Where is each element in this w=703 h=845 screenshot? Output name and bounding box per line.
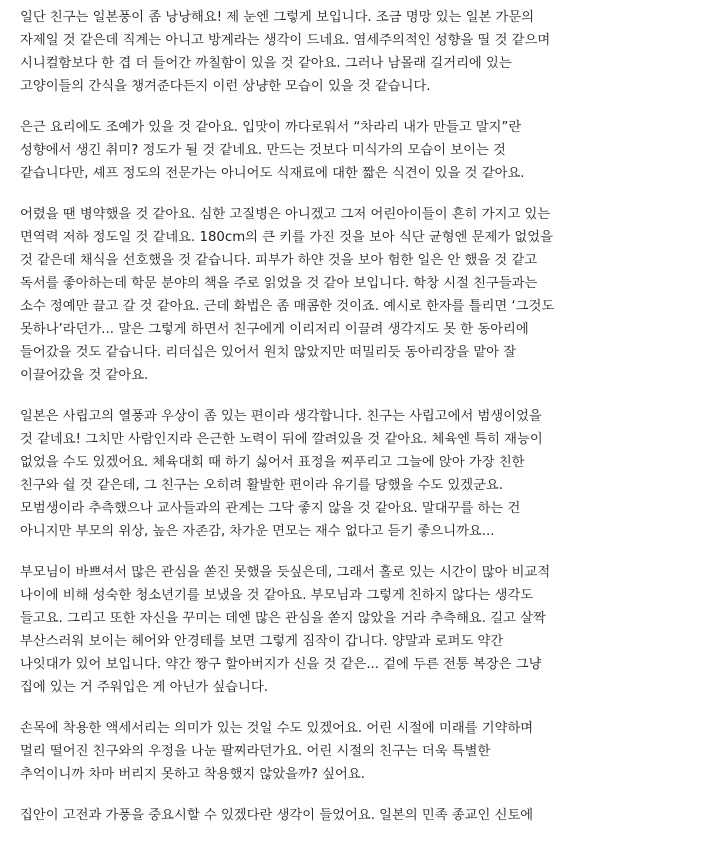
text-line: 없었을 수도 있겠어요. 체육대회 때 하기 싫어서 표정을 찌푸리고 그늘에 앉아 가장 친한 bbox=[20, 455, 525, 470]
document-body bbox=[20, 6, 695, 845]
text-line: 손목에 착용한 액세서리는 의미가 있는 것일 수도 있겠어요. 어린 시절에 미래를 기약하며 bbox=[20, 721, 534, 736]
text-line: 은근 요리에도 조예가 있을 것 같아요. 입맛이 까다로워서 “차라리 내가 만들고 말지”란 bbox=[20, 120, 522, 135]
paragraph bbox=[20, 203, 695, 387]
text-line: 못하나’라던가... 말은 그렇게 하면서 친구에게 이리저리 이끌려 생각지도 못 한 동아리에 bbox=[20, 322, 529, 337]
paragraph bbox=[20, 804, 695, 827]
text-line: 부산스러워 보이는 헤어와 안경테를 보면 그렇게 짐작이 갑니다. 양말과 로퍼도 약간 bbox=[20, 634, 504, 649]
text-line: 것 같은데 채식을 선호했을 것 같습니다. 피부가 하얀 것을 보아 험한 일은 안 했을 것 같고 bbox=[20, 253, 538, 268]
text-line: 집에 있는 거 주워입은 게 아닌가 싶습니다. bbox=[20, 680, 268, 695]
text-line: 나잇대가 있어 보입니다. 약간 짱구 할아버지가 신을 것 같은... 겉에 두른 전통 복장은 그냥 bbox=[20, 657, 542, 672]
text-line: 자제일 것 같은데 직계는 아니고 방계라는 생각이 드네요. 염세주의적인 성향을 띨 것 같으며 bbox=[20, 33, 551, 48]
text-line: 고양이들의 간식을 챙겨준다든지 이런 상냥한 모습이 있을 것 같습니다. bbox=[20, 79, 431, 94]
paragraph bbox=[20, 405, 695, 543]
text-line: 성향에서 생긴 취미? 정도가 될 것 같네요. 만드는 것보다 미식가의 모습이 보이는 것 bbox=[20, 143, 506, 158]
paragraph bbox=[20, 717, 695, 786]
text-line: 면역력 저하 정도일 것 같네요. 180cm의 큰 키를 가진 것을 보아 식단 균형엔 문제가 없었을 bbox=[20, 230, 553, 245]
text-line: 독서를 좋아하는데 학문 분야의 책을 주로 읽었을 것 같아 보입니다. 학창 시절 친구들과는 bbox=[20, 276, 538, 291]
text-line: 이끌어갔을 것 같아요. bbox=[20, 368, 149, 383]
paragraph bbox=[20, 6, 695, 98]
text-line: 것 같네요! 그치만 사람인지라 은근한 노력이 뒤에 깔려있을 것 같아요. 체육엔 특히 재능이 bbox=[20, 432, 543, 447]
text-line: 시니컬함보다 한 겹 더 들어간 까칠함이 있을 것 같아요. 그러나 남몰래 길거리에 있는 bbox=[20, 56, 512, 71]
text-line: 친구와 쉴 것 같은데, 그 친구는 오히려 활발한 편이라 유기를 당했을 수도 있겠군요. bbox=[20, 478, 504, 493]
text-line: 추억이니까 차마 버리지 못하고 착용했지 않았을까? 싶어요. bbox=[20, 767, 365, 782]
text-line: 모범생이라 추측했으나 교사들과의 관계는 그닥 좋지 않을 것 같아요. 말대꾸를 하는 건 bbox=[20, 501, 521, 516]
text-line: 부모님이 바쁘셔서 많은 관심을 쏟진 못했을 듯싶은데, 그래서 홀로 있는 시간이 많아 비교적 bbox=[20, 565, 551, 580]
text-line: 일단 친구는 일본풍이 좀 낭낭해요! 제 눈엔 그렇게 보입니다. 조금 명망 있는 일본 가문의 bbox=[20, 10, 535, 25]
text-line: 들어갔을 것도 같습니다. 리더십은 있어서 원치 않았지만 떠밀리듯 동아리장을 맡아 잘 bbox=[20, 345, 517, 360]
paragraph bbox=[20, 561, 695, 699]
text-line: 들고요. 그리고 또한 자신을 꾸미는 데엔 많은 관심을 쏟지 않았을 거라 추측해요. 길고 살짝 bbox=[20, 611, 546, 626]
text-line: 아니지만 부모의 위상, 높은 자존감, 차가운 면모는 재수 없다고 듣기 좋으니까요... bbox=[20, 524, 495, 539]
text-line: 나이에 비해 성숙한 청소년기를 보냈을 것 같아요. 부모님과 그렇게 친하지 않다는 생각도 bbox=[20, 588, 534, 603]
text-line: 어렸을 땐 병약했을 것 같아요. 심한 고질병은 아니겠고 그저 어린아이들이 흔히 가지고 있는 bbox=[20, 207, 551, 222]
text-line: 같습니다만, 셰프 정도의 전문가는 아니어도 식재료에 대한 짧은 식견이 있을 것 같아요. bbox=[20, 166, 525, 181]
text-line: 일본은 사립고의 열풍과 우상이 좀 있는 편이라 생각합니다. 친구는 사립고에서 범생이었을 bbox=[20, 409, 542, 424]
paragraph bbox=[20, 116, 695, 185]
text-line: 집안이 고전과 가풍을 중요시할 수 있겠다란 생각이 들었어요. 일본의 민족 종교인 신토에 bbox=[20, 808, 534, 823]
text-line: 멀리 떨어진 친구와의 우정을 나눈 팔찌라던가요. 어린 시절의 친구는 더욱 특별한 bbox=[20, 744, 491, 759]
text-line: 소수 정예만 끌고 갈 것 같아요. 근데 화법은 좀 매콤한 것이죠. 예시로 한자를 틀리면 ‘그것도 bbox=[20, 299, 555, 314]
